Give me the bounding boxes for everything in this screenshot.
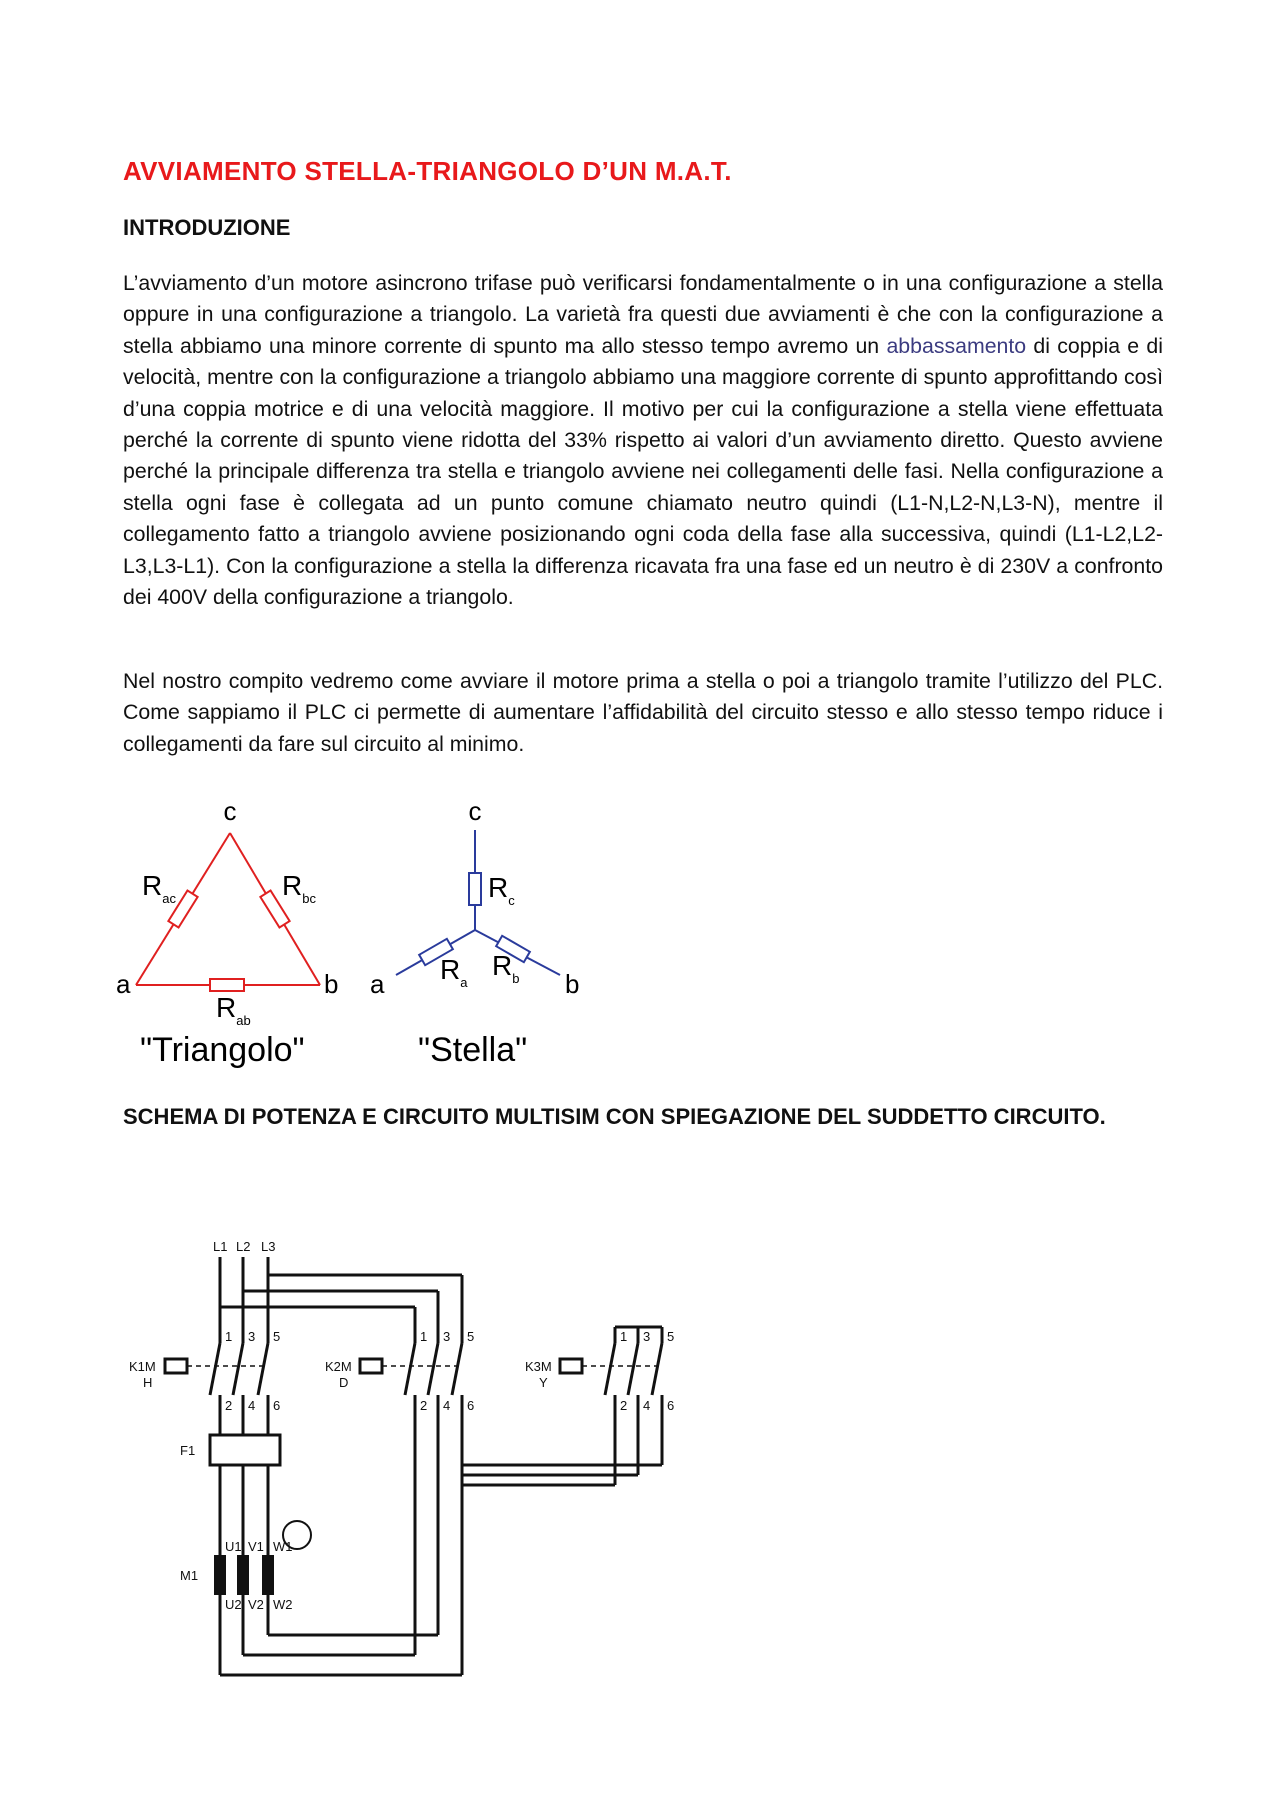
k3-term-2: 2 — [620, 1398, 628, 1413]
label-w1: W1 — [273, 1539, 293, 1554]
resistor-c — [469, 873, 481, 905]
abbassamento-link[interactable]: abbassamento — [886, 333, 1027, 358]
label-k3m: K3M — [525, 1359, 552, 1374]
label-f1: F1 — [180, 1443, 196, 1458]
k1-term-1: 1 — [225, 1329, 233, 1344]
intro-text-start: L’avviamento d’un motore asincrono trifase può verificarsi fondamentalmente o in una configurazione a stella oppure in una configurazione a triangolo. La varietà fra questi due avviamenti è che con la configurazione a stella abbiamo una minore corrente di spunto ma allo stesso tempo avremo un — [123, 271, 1163, 358]
delta-node-a: a — [116, 969, 131, 999]
label-k2m-d: D — [339, 1375, 349, 1390]
label-w2: W2 — [273, 1597, 293, 1612]
resistor-ab — [210, 979, 244, 991]
label-l1: L1 — [213, 1239, 228, 1254]
winding-v — [237, 1555, 249, 1595]
label-v2: V2 — [248, 1597, 264, 1612]
k3-term-4: 4 — [643, 1398, 651, 1413]
power-schema-figure — [125, 1235, 695, 1685]
k3-term-6: 6 — [667, 1398, 675, 1413]
label-r-ac: $R_{ac}$ — [142, 870, 176, 906]
k2-term-2: 2 — [420, 1398, 428, 1413]
label-k3m-y: Y — [539, 1375, 548, 1390]
label-u2: U2 — [225, 1597, 242, 1612]
caption-stella: "Stella" — [418, 1031, 528, 1069]
label-r-bc: $R_{bc}$ — [282, 870, 316, 906]
caption-triangolo: "Triangolo" — [140, 1031, 305, 1069]
delta-node-c: c — [223, 796, 237, 826]
schema-heading: SCHEMA DI POTENZA E CIRCUITO MULTISIM CON SPIEGAZIONE DEL SUDDETTO CIRCUITO. — [123, 1104, 1106, 1129]
label-u1: U1 — [225, 1539, 242, 1554]
label-v1: V1 — [248, 1539, 264, 1554]
intro-paragraph — [123, 268, 1163, 613]
k1-term-4: 4 — [248, 1398, 256, 1413]
label-r-ab: $R_{ab}$ — [216, 992, 251, 1028]
delta-node-b: b — [324, 969, 339, 999]
star-diagram — [396, 830, 560, 975]
label-m1: M1 — [180, 1568, 199, 1583]
star-node-b: b — [565, 969, 580, 999]
label-l3: L3 — [261, 1239, 276, 1254]
label-k1m-h: H — [143, 1375, 153, 1390]
k2-term-4: 4 — [443, 1398, 451, 1413]
k1-term-5: 5 — [273, 1329, 281, 1344]
label-k1m: K1M — [129, 1359, 156, 1374]
label-r-c: $R_c$ — [488, 872, 515, 908]
k3-term-5: 5 — [667, 1329, 675, 1344]
delta-diagram — [136, 833, 320, 991]
document-title: AVVIAMENTO STELLA-TRIANGOLO D’UN M.A.T. — [123, 156, 732, 186]
star-node-c: c — [468, 796, 482, 826]
k2-term-3: 3 — [443, 1329, 451, 1344]
label-r-b: $R_b$ — [492, 950, 520, 986]
star-node-a: a — [370, 969, 385, 999]
second-paragraph: Nel nostro compito vedremo come avviare il motore prima a stella o poi a triangolo tramite l’utilizzo del PLC. Come sappiamo il PLC ci permette di aumentare l’affidabilità del circuito stesso e allo stesso tempo riduce i collegamenti da fare sul circuito al minimo. — [123, 669, 1163, 756]
label-l2: L2 — [236, 1239, 251, 1254]
label-k2m: K2M — [325, 1359, 352, 1374]
delta-star-figure — [116, 795, 610, 1085]
intro-heading: INTRODUZIONE — [123, 215, 291, 240]
k2-term-1: 1 — [420, 1329, 428, 1344]
k2-term-6: 6 — [467, 1398, 475, 1413]
k1-term-2: 2 — [225, 1398, 233, 1413]
winding-u — [214, 1555, 226, 1595]
k3-term-1: 1 — [620, 1329, 628, 1344]
label-r-a: $R_a$ — [440, 954, 468, 990]
k1-term-3: 3 — [248, 1329, 256, 1344]
k1-term-6: 6 — [273, 1398, 281, 1413]
k2-term-5: 5 — [467, 1329, 475, 1344]
intro-text-end: di coppia e di velocità, mentre con la configurazione a triangolo abbiamo una maggiore corrente di spunto approfittando così d’una coppia motrice e di una velocità maggiore. Il motivo per cui la configurazione a stella viene effettuata perché la corrente di spunto viene ridotta del 33% rispetto ai valori d’un avviamento diretto. Questo avviene perché la principale differenza tra stella e triangolo avviene nei collegamenti delle fasi. Nella configurazione a stella ogni fase è collegata ad un punto comune chiamato neutro quindi (L1-N,L2-N,L3-N), mentre il collegamento fatto a triangolo avviene posizionando ogni coda della fase alla successiva, quindi (L1-L2,L2-L3,L3-L1). Con la configurazione a stella la differenza ricavata fra una fase ed un neutro è di 230V a confronto dei 400V della configurazione a triangolo. — [123, 333, 1164, 610]
winding-w — [262, 1555, 274, 1595]
k3-term-3: 3 — [643, 1329, 651, 1344]
